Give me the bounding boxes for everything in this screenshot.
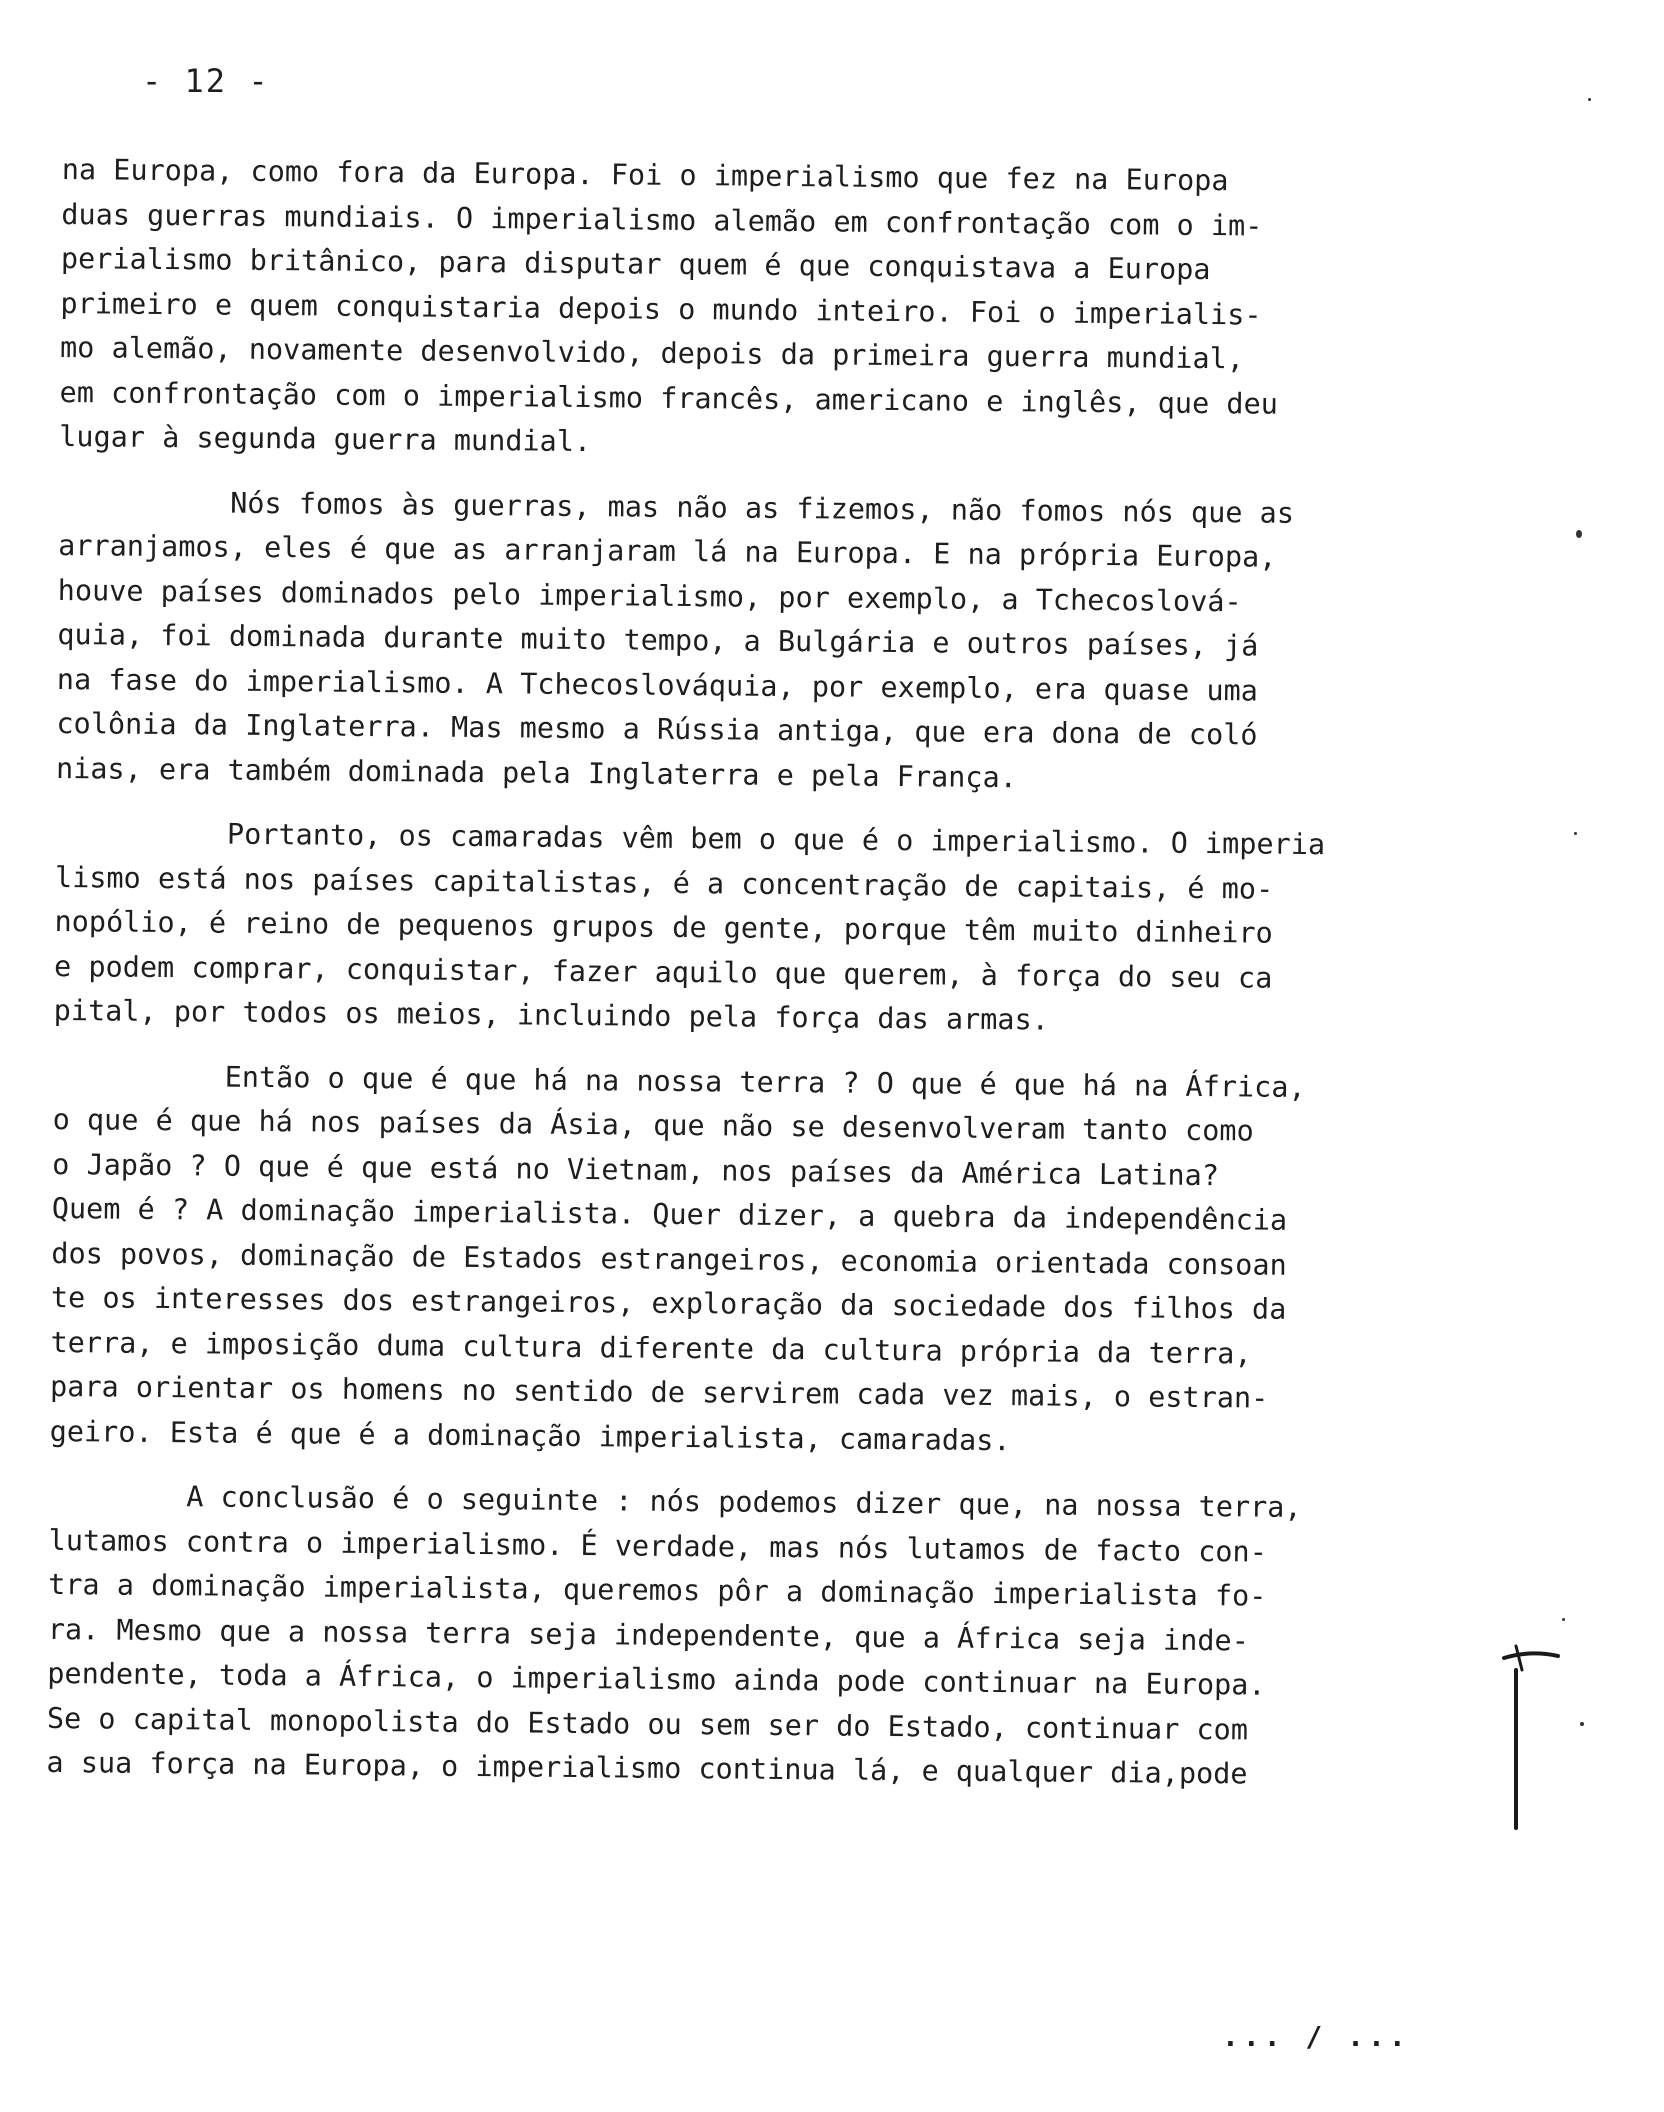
text-line: nias, era também dominada pela Inglaterra e pela França. <box>55 751 1018 794</box>
text-line: a sua força na Europa, o imperialismo continua lá, e qualquer dia,pode <box>46 1745 1248 1791</box>
text-line: para orientar os homens no sentido de servirem cada vez mais, o estran- <box>49 1369 1269 1415</box>
text-line: A conclusão é o seguinte : nós podemos dizer que, na nossa terra, <box>48 1478 1302 1524</box>
text-line: arranjamos, eles é que as arranjaram lá na Europa. E na própria Europa, <box>58 528 1277 574</box>
text-line: duas guerras mundiais. O imperialismo alemão em confrontação com o im- <box>61 197 1263 243</box>
text-line: Se o capital monopolista do Estado ou sem ser do Estado, continuar com <box>46 1701 1249 1746</box>
text-line: Portanto, os camaradas vêm bem o que é o imperialismo. O imperia <box>55 815 1326 862</box>
text-line: Quem é ? A dominação imperialista. Quer dizer, a quebra da independência <box>51 1191 1288 1237</box>
scan-speck <box>1588 98 1591 101</box>
text-line: e podem comprar, conquistar, fazer aquilo que querem, à força do seu ca <box>53 949 1273 995</box>
text-line: ra. Mesmo que a nossa terra seja independente, que a África seja inde- <box>47 1612 1249 1657</box>
text-line: lugar à segunda guerra mundial. <box>59 419 592 459</box>
scan-speck <box>1580 1722 1584 1726</box>
text-line: mo alemão, novamente desenvolvido, depois da primeira guerra mundial, <box>59 330 1245 376</box>
text-line: na fase do imperialismo. A Tchecoslováquia, por exemplo, era quase uma <box>56 662 1259 708</box>
text-line: o que é que há nos países da Ásia, que não se desenvolveram tanto como <box>52 1102 1254 1148</box>
continuation-mark: ... / ... <box>1222 2020 1410 2053</box>
text-line: geiro. Esta é que é a dominação imperialista, camaradas. <box>49 1414 1011 1457</box>
text-line: lismo está nos países capitalistas, é a concentração de capitais, é mo- <box>54 860 1274 906</box>
scan-speck <box>1574 832 1577 835</box>
paragraph-1 <box>59 148 1522 474</box>
text-line: colônia da Inglaterra. Mas mesmo a Rússia antiga, que era dona de coló <box>56 706 1258 752</box>
text-line: o Japão ? O que é que está no Vietnam, nos países da América Latina? <box>52 1147 1220 1192</box>
page-number: - 12 - <box>142 62 270 100</box>
text-line: na Europa, como fora da Europa. Foi o imperialismo que fez na Europa <box>61 152 1229 198</box>
scan-speck <box>1562 1618 1565 1621</box>
text-line: perialismo britânico, para disputar quem é que conquistava a Europa <box>60 241 1211 287</box>
text-line: em confrontação com o imperialismo francês, americano e inglês, que deu <box>59 375 1279 421</box>
text-line: primeiro e quem conquistaria depois o mundo inteiro. Foi o imperialis- <box>60 286 1262 332</box>
text-line: dos povos, dominação de Estados estrangeiros, economia orientada consoan <box>51 1236 1287 1282</box>
text-line: nopólio, é reino de pequenos grupos de gente, porque têm muito dinheiro <box>54 904 1273 950</box>
paragraph-3 <box>53 811 1515 1048</box>
paragraph-4 <box>49 1053 1513 1467</box>
text-line: terra, e imposição duma cultura diferente da cultura própria da terra, <box>50 1325 1252 1370</box>
text-line: Nós fomos às guerras, mas não as fizemos, não fomos nós que as <box>58 484 1295 530</box>
text-line: pendente, toda a África, o imperialismo ainda pode continuar na Europa. <box>47 1656 1266 1702</box>
text-line: Então o que é que há na nossa terra ? O que é que há na África, <box>52 1058 1306 1104</box>
handwritten-margin-mark <box>1500 1640 1560 1830</box>
text-line: tra a dominação imperialista, queremos pôr a dominação imperialista fo- <box>48 1567 1267 1613</box>
text-line: lutamos contra o imperialismo. É verdade, mas nós lutamos de facto con- <box>48 1523 1267 1569</box>
paragraph-2 <box>56 479 1519 805</box>
text-line: te os interesses dos estrangeiros, exploração da sociedade dos filhos da <box>50 1280 1287 1326</box>
paragraph-5 <box>46 1474 1509 1800</box>
text-line: quia, foi dominada durante muito tempo, a Bulgária e outros países, já <box>57 617 1259 663</box>
body-text <box>46 148 1522 1819</box>
text-line: pital, por todos os meios, incluindo pela força das armas. <box>53 993 1050 1037</box>
scan-speck <box>1576 530 1582 538</box>
text-line: houve países dominados pelo imperialismo, por exemplo, a Tchecoslová- <box>57 573 1242 618</box>
